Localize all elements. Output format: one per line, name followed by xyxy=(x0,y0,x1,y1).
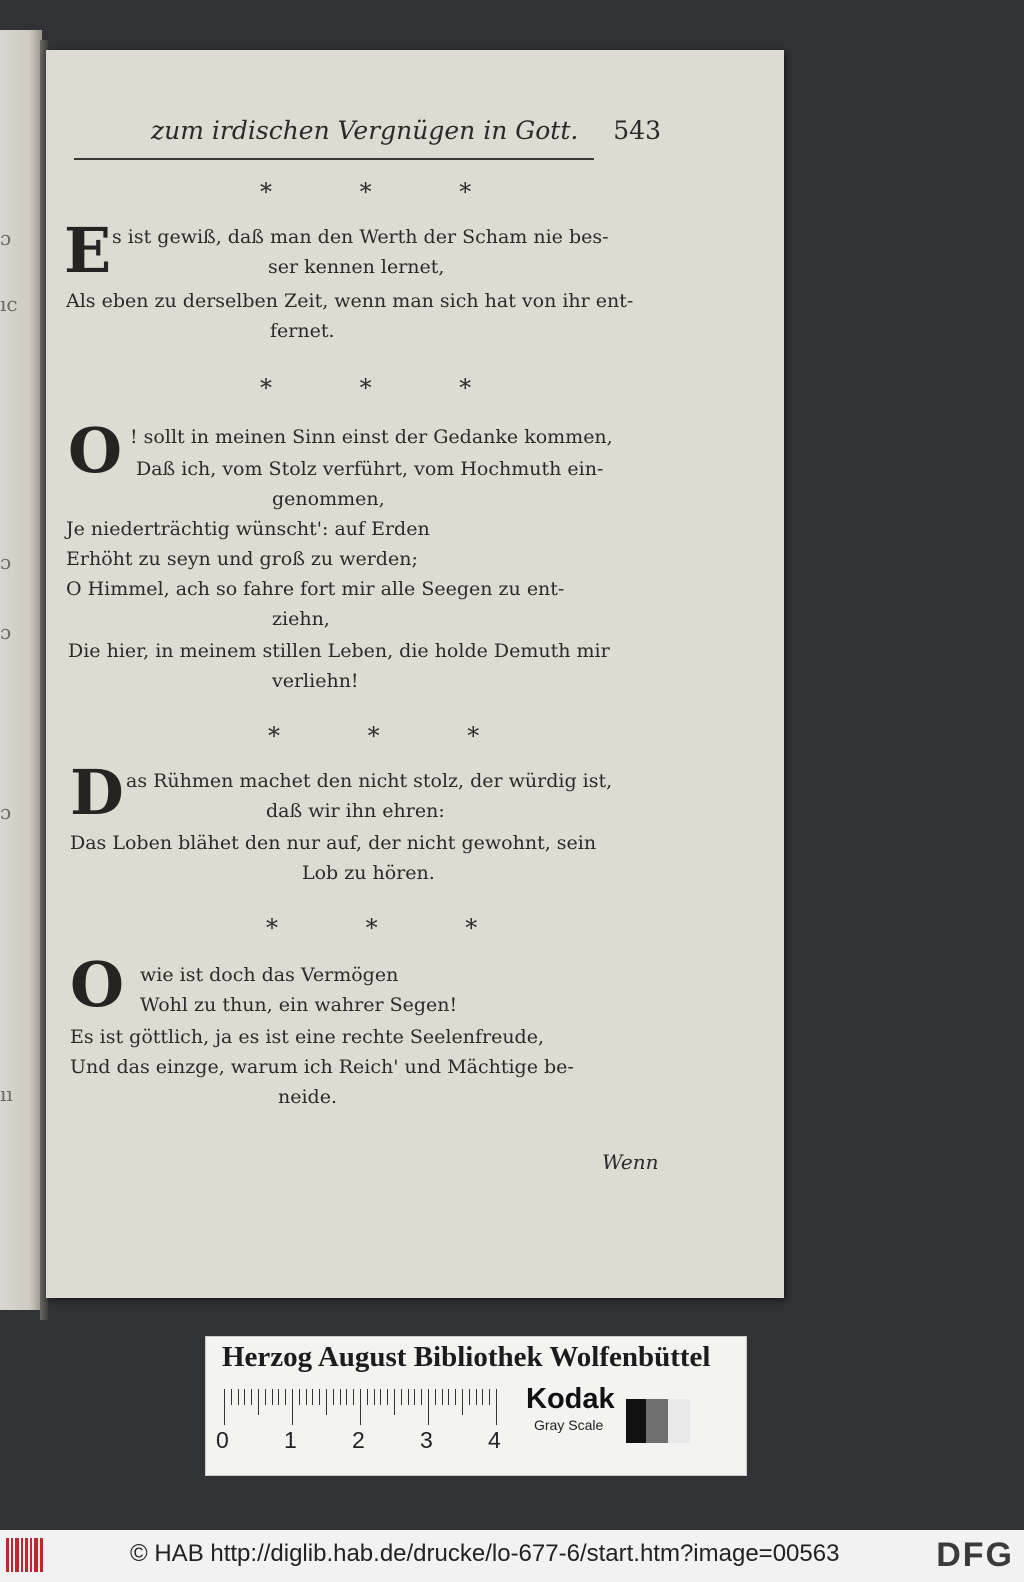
text-line: neide. xyxy=(278,1086,338,1108)
ruler-number: 2 xyxy=(352,1427,365,1453)
text-line: Als eben zu derselben Zeit, wenn man sich hat von ihr ent- xyxy=(66,290,634,312)
section-stars: * * * xyxy=(260,374,512,402)
margin-fragment: ıc xyxy=(0,292,18,316)
viewer-footer xyxy=(0,1530,1024,1582)
running-header xyxy=(151,116,661,156)
text-line: as Rühmen machet den nicht stolz, der würdig ist, xyxy=(126,770,613,792)
text-line: ziehn, xyxy=(272,608,330,630)
text-line: verliehn! xyxy=(272,670,359,692)
ruler-tick xyxy=(285,1389,286,1405)
ruler-tick xyxy=(496,1389,497,1425)
text-line: fernet. xyxy=(270,320,335,342)
drop-cap: D xyxy=(70,756,124,829)
ruler-tick xyxy=(455,1389,456,1405)
ruler-tick xyxy=(326,1389,327,1415)
ruler-tick xyxy=(374,1389,375,1405)
ruler-tick xyxy=(469,1389,470,1405)
ruler-tick xyxy=(346,1389,347,1405)
ruler-tick xyxy=(387,1389,388,1405)
gray-scale-label: Gray Scale xyxy=(534,1417,604,1433)
section-stars: * * * xyxy=(266,914,518,942)
text-line: Lob zu hören. xyxy=(302,862,435,884)
ruler-tick xyxy=(231,1389,232,1405)
drop-cap: E xyxy=(64,214,112,287)
ruler-tick xyxy=(258,1389,259,1415)
ruler-tick xyxy=(428,1389,429,1425)
gray-patch xyxy=(626,1399,646,1443)
ruler-tick xyxy=(367,1389,368,1405)
ruler-tick xyxy=(238,1389,239,1405)
scale-target xyxy=(205,1336,747,1476)
ruler-tick xyxy=(360,1389,361,1425)
text-line: ! sollt in meinen Sinn einst der Gedanke kommen, xyxy=(130,426,613,448)
ruler-tick xyxy=(476,1389,477,1405)
ruler-tick xyxy=(462,1389,463,1415)
ruler-number: 3 xyxy=(420,1427,433,1453)
text-line: ser kennen lernet, xyxy=(268,256,445,278)
drop-cap: O xyxy=(70,948,125,1021)
ruler-tick xyxy=(489,1389,490,1405)
ruler-tick xyxy=(272,1389,273,1405)
page-number: 543 xyxy=(613,116,661,145)
margin-fragment: ɔ xyxy=(0,620,12,644)
ruler-tick xyxy=(224,1389,225,1425)
ruler-tick xyxy=(448,1389,449,1405)
ruler-tick xyxy=(380,1389,381,1405)
ruler-tick xyxy=(435,1389,436,1405)
margin-fragment: ıı xyxy=(0,1082,13,1106)
ruler-number: 4 xyxy=(488,1427,501,1453)
ruler-tick xyxy=(306,1389,307,1405)
ruler-tick xyxy=(394,1389,395,1415)
ruler-tick xyxy=(414,1389,415,1405)
ruler-tick xyxy=(319,1389,320,1405)
ruler-tick xyxy=(482,1389,483,1405)
copyright-link[interactable]: © HAB http://diglib.hab.de/drucke/lo-677-6/start.htm?image=00563 xyxy=(130,1540,840,1567)
header-rule xyxy=(74,158,594,160)
header-title: zum irdischen Vergnügen in Gott. xyxy=(151,116,579,145)
ruler-tick xyxy=(408,1389,409,1405)
text-line: wie ist doch das Vermögen xyxy=(140,964,399,986)
text-line: genommen, xyxy=(272,488,385,510)
ruler-tick xyxy=(401,1389,402,1405)
text-line: daß wir ihn ehren: xyxy=(266,800,445,822)
margin-fragment: ɔ xyxy=(0,550,12,574)
margin-fragment: ɔ xyxy=(0,226,12,250)
text-line: Es ist göttlich, ja es ist eine rechte Seelenfreude, xyxy=(70,1026,545,1048)
margin-fragment: ɔ xyxy=(0,800,12,824)
ruler-number: 1 xyxy=(284,1427,297,1453)
ruler-tick xyxy=(278,1389,279,1405)
text-line: s ist gewiß, daß man den Werth der Scham nie bes- xyxy=(112,226,609,248)
ruler-tick xyxy=(421,1389,422,1405)
ruler-tick xyxy=(442,1389,443,1405)
ruler-tick xyxy=(333,1389,334,1405)
kodak-logo: Kodak xyxy=(526,1383,615,1415)
text-line: Erhöht zu seyn und groß zu werden; xyxy=(66,548,418,570)
ruler-tick xyxy=(244,1389,245,1405)
section-stars: * * * xyxy=(268,722,520,750)
text-line: O Himmel, ach so fahre fort mir alle Seegen zu ent- xyxy=(66,578,565,600)
text-line: Daß ich, vom Stolz verführt, vom Hochmuth ein- xyxy=(136,458,604,480)
ruler-number: 0 xyxy=(216,1427,229,1453)
ruler xyxy=(224,1389,504,1429)
text-line: Die hier, in meinem stillen Leben, die holde Demuth mir xyxy=(68,640,610,662)
library-name: Herzog August Bibliothek Wolfenbüttel xyxy=(222,1341,711,1373)
text-line: Wohl zu thun, ein wahrer Segen! xyxy=(140,994,458,1016)
ruler-tick xyxy=(353,1389,354,1405)
text-line: Das Loben blähet den nur auf, der nicht gewohnt, sein xyxy=(70,832,597,854)
text-line: Und das einzge, warum ich Reich' und Mächtige be- xyxy=(70,1056,574,1078)
ruler-tick xyxy=(340,1389,341,1405)
ruler-tick xyxy=(265,1389,266,1405)
ruler-tick xyxy=(312,1389,313,1405)
previous-page-edge xyxy=(0,30,42,1310)
ruler-tick xyxy=(292,1389,293,1425)
ruler-tick xyxy=(299,1389,300,1405)
gray-patch xyxy=(668,1399,690,1443)
barcode-icon xyxy=(6,1538,46,1572)
ruler-tick xyxy=(251,1389,252,1405)
drop-cap: O xyxy=(68,414,123,487)
dfg-logo: DFG xyxy=(936,1536,1014,1574)
section-stars: * * * xyxy=(260,178,512,206)
book-page xyxy=(46,50,784,1298)
text-line: Je niederträchtig wünscht': auf Erden xyxy=(66,518,430,540)
gray-patch xyxy=(646,1399,668,1443)
catchword: Wenn xyxy=(602,1150,659,1174)
